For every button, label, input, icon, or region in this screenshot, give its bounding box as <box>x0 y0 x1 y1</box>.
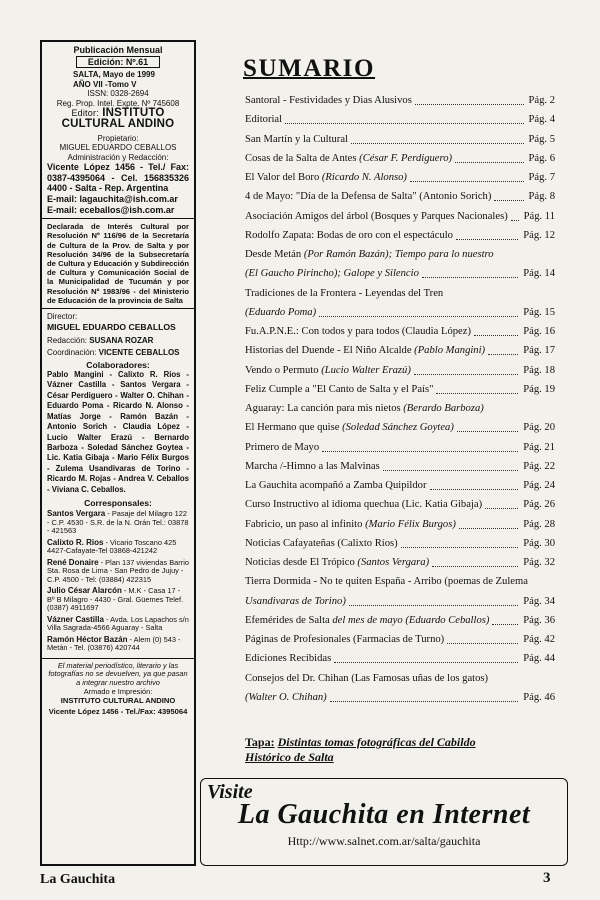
email-line-1 <box>47 194 189 205</box>
toc-entry <box>245 538 555 557</box>
toc-entry-text: Páginas de Profesionales (Farmacias de Turno) <box>245 634 445 645</box>
toc-entry-title <box>245 673 488 684</box>
toc-page-number: Pág. 20 <box>523 422 555 434</box>
corresponsal-entry <box>47 559 189 585</box>
toc-page-number: Pág. 21 <box>523 441 555 453</box>
toc-leader-dots <box>410 172 524 182</box>
toc-page-number: Pág. 32 <box>523 557 555 568</box>
toc-entry-title <box>245 172 407 184</box>
corresponsal-detail: - Pasaje del Milagro 122 - C.P. 4530 - S.R. de la N. Orán Tel.: 03878 - 421563 <box>47 509 189 536</box>
toc-leader-dots <box>474 326 518 336</box>
toc-entry-author: (Mario Félix Burgos) <box>365 518 456 530</box>
toc-entry-title <box>245 384 433 396</box>
toc-page-number: Pág. 19 <box>523 383 555 395</box>
editor-label: Editor: <box>71 108 99 119</box>
toc-entry-text: El Hermano que quise <box>245 422 340 434</box>
toc-page-number: Pág. 22 <box>523 460 555 472</box>
toc-leader-dots <box>492 615 518 625</box>
toc-page-number: Pág. 7 <box>528 172 555 183</box>
toc-entry-title <box>245 211 508 223</box>
coordinacion-label: Coordinación: <box>47 348 97 358</box>
toc-entry <box>245 576 555 615</box>
toc-entry-text: Primero de Mayo <box>245 441 320 453</box>
toc-entry <box>245 384 555 403</box>
toc-entry <box>245 615 555 634</box>
website-banner <box>200 778 568 866</box>
coordinacion-line <box>47 348 189 357</box>
toc-entry-title <box>245 249 494 260</box>
coordinacion: VICENTE CEBALLOS <box>98 348 180 358</box>
corresponsal-name: Julio César Alarcón <box>47 586 122 596</box>
director: MIGUEL EDUARDO CEBALLOS <box>47 322 176 333</box>
website-title: La Gauchita en Internet <box>237 799 531 830</box>
toc-entry-title <box>245 230 453 242</box>
admin-label: Administración y Redacción: <box>67 152 169 162</box>
toc-entry-text: Aguaray: La canción para mis nietos <box>245 403 401 414</box>
toc-entry <box>245 422 555 441</box>
corresponsal-entry <box>47 510 189 536</box>
toc-entry-title <box>245 499 482 511</box>
toc-entry-continuation: Usandivaras de Torino) <box>245 595 346 607</box>
cover-description-1: Distintas tomas fotográficas del Cabildo <box>277 735 476 749</box>
toc-page-number: Pág. 28 <box>523 518 555 530</box>
toc-leader-dots <box>456 230 518 240</box>
toc-entry-author: (Pablo Mangini) <box>414 345 486 357</box>
toc-entry-text: Noticias desde El Trópico <box>245 557 355 568</box>
edition-number: Edición: Nº.61 <box>76 56 160 68</box>
toc-entry-continuation: (Eduardo Poma) <box>245 306 317 318</box>
table-of-contents <box>245 95 555 711</box>
toc-page-number: Pág. 44 <box>523 653 555 665</box>
divider <box>42 218 194 219</box>
toc-leader-dots <box>430 480 519 490</box>
toc-page-number: Pág. 14 <box>523 268 555 280</box>
toc-entry-text: Noticias Cafayateñas (Calixto Ríos) <box>245 537 398 549</box>
toc-page-number: Pág. 34 <box>523 595 555 607</box>
toc-entry-title <box>245 365 411 377</box>
toc-entry-text: Santoral - Festividades y Dias Alusivos <box>245 95 412 106</box>
email1-label: E-mail: <box>47 194 78 205</box>
toc-entry-title <box>245 461 380 473</box>
toc-entry-text: Fabricio, un paso al infinito <box>245 518 363 530</box>
toc-page-number: Pág. 36 <box>523 614 555 626</box>
toc-entry-text: Tradiciones de la Frontera - Leyendas del Tren <box>245 287 444 299</box>
cover-label: Tapa: <box>245 735 275 749</box>
toc-leader-dots <box>330 692 519 702</box>
toc-page-number: Pág. 46 <box>523 691 555 703</box>
toc-entry-title <box>245 153 452 165</box>
armado-label: Armado e Impresión: <box>83 687 153 697</box>
registration: Reg. Prop. Intel. Expte. Nº 745608 <box>56 98 180 108</box>
toc-leader-dots <box>457 422 518 432</box>
issue-date: SALTA, Mayo de 1999 <box>73 70 155 80</box>
toc-entry-text: La Gauchita acompañó a Zamba Quipildor <box>245 480 427 491</box>
issue-year: AÑO VII -Tomo V <box>73 79 137 89</box>
toc-entry <box>245 461 555 480</box>
toc-entry-text: El Valor del Boro <box>245 172 320 183</box>
corresponsal-detail: - Plan 137 viviendas Barrio Sta. Rosa de Lima - San Pedro de Jujuy - C.P. 4500 - Tel: (03884) 422315 <box>47 557 189 584</box>
toc-entry-title <box>245 114 282 126</box>
toc-leader-dots <box>455 153 523 163</box>
corresponsal-name: Santos Vergara <box>47 509 106 519</box>
toc-page-number: Pág. 16 <box>523 326 555 337</box>
toc-entry-text: Historias del Duende - El Niño Alcalde <box>245 345 412 357</box>
toc-entry-text: Tierra Dormida - No te quiten España - Arribo (poemas de Zulema <box>245 576 528 588</box>
toc-entry <box>245 365 555 384</box>
toc-leader-dots <box>432 557 518 567</box>
toc-entry-author: del mes de mayo (Eduardo Ceballos) <box>332 614 490 626</box>
website-url[interactable]: Http://www.salnet.com.ar/salta/gauchita <box>287 834 481 848</box>
toc-entry-title <box>245 95 412 107</box>
masthead-box <box>40 40 196 866</box>
toc-leader-dots <box>319 307 518 317</box>
toc-entry-text: Rodolfo Zapata: Bodas de oro con el espectáculo <box>245 229 453 241</box>
toc-entry <box>245 191 555 210</box>
toc-page-number: Pág. 24 <box>523 480 555 491</box>
toc-leader-dots <box>285 114 523 124</box>
divider <box>42 308 194 309</box>
toc-entry-text: Asociación Amigos del árbol (Bosques y Parques Nacionales) <box>245 210 508 222</box>
toc-entry-text: Efemérides de Salta <box>245 614 330 626</box>
toc-entry-title <box>245 576 528 587</box>
toc-page-number: Pág. 15 <box>523 306 555 318</box>
armado: INSTITUTO CULTURAL ANDINO <box>60 696 176 706</box>
toc-entry <box>245 211 555 230</box>
corresponsal-name: René Donaire <box>47 557 99 567</box>
redaccion: SUSANA ROZAR <box>89 335 154 345</box>
toc-page-number: Pág. 12 <box>523 229 555 241</box>
corresponsal-name: Vázner Castilla <box>47 614 104 624</box>
toc-leader-dots <box>322 442 518 452</box>
toc-page-number: Pág. 17 <box>523 345 555 357</box>
corresponsales-label: Corresponsales: <box>84 497 152 508</box>
toc-entry-continuation: (El Gaucho Pirincho); Galope y Silencio <box>245 268 419 280</box>
corresponsal-detail: - M.K - Casa 17 - Bº B Milagro - 4430 - Gral. Güemes Telef. (0387) 4911697 <box>47 586 184 613</box>
email2-link[interactable]: eceballos@ish.com.ar <box>79 204 175 215</box>
toc-entry-text: Desde Metán <box>245 249 302 260</box>
toc-page-number: Pág. 18 <box>523 364 555 376</box>
toc-leader-dots <box>494 191 523 201</box>
toc-page-number: Pág. 30 <box>523 537 555 549</box>
toc-entry <box>245 288 555 327</box>
toc-entry-title <box>245 557 429 569</box>
toc-entry-text: Vendo o Permuto <box>245 364 319 376</box>
toc-entry <box>245 557 555 576</box>
toc-entry-text: Editorial <box>245 114 283 126</box>
toc-entry-title <box>245 615 489 627</box>
toc-leader-dots <box>349 596 518 606</box>
toc-entry <box>245 442 555 461</box>
toc-page-number: Pág. 26 <box>523 499 555 511</box>
toc-entry-title <box>245 326 471 338</box>
editorial-note: El material periodístico, literario y las fotografías no se devuelven, ya que pasan a integrar nuestro archivo <box>48 660 188 687</box>
corresponsal-entry <box>47 636 189 653</box>
toc-entry-title <box>245 519 456 531</box>
toc-leader-dots <box>436 384 518 394</box>
toc-entry-author: (Ricardo N. Alonso) <box>321 172 407 183</box>
toc-entry-author: (Berardo Barboza) <box>403 403 484 414</box>
toc-entry-author: (Lucio Walter Erazú) <box>321 364 411 376</box>
toc-entry <box>245 634 555 653</box>
toc-entry <box>245 673 555 712</box>
toc-leader-dots <box>383 461 518 471</box>
toc-page-number: Pág. 42 <box>523 634 555 645</box>
toc-leader-dots <box>511 211 519 221</box>
toc-entry <box>245 653 555 672</box>
footer-magazine-name: La Gauchita <box>40 872 116 887</box>
corresponsal-name: Calixto R. Rios <box>47 537 104 547</box>
cover-caption <box>245 735 545 765</box>
toc-page-number: Pág. 6 <box>528 152 555 164</box>
toc-leader-dots <box>488 345 518 355</box>
toc-entry-text: Fu.A.P.N.E.: Con todos y para todos (Claudia López) <box>245 326 471 337</box>
toc-entry-title <box>245 634 444 646</box>
corresponsal-name: Ramón Héctor Bazán <box>47 634 128 644</box>
toc-entry-text: Cosas de la Salta de Antes <box>245 152 357 164</box>
colaboradores: Pablo Mangini - Calixto R. Rios - Vázner Castilla - Santos Vergara - César Perdiguero - Walter O. Chihan - Eduardo Poma - Ricardo N. Alonso - Matías Jorge - Ramón Bazán - Antonio Sorich - Claudia López - Lucio Walter Erazú - Bernardo Barboza - Soledad Sánchez Goytea - Lic. Katia Gibaja - Mario Félix Burgos - Zulema Usandivaras de Torino - Ricardo M. Rojas - Andrea V. Ceballos - Viviana C. Ceballos. <box>47 370 189 494</box>
corresponsal-detail: - Vicario Toscano 425 4427-Cafayate-Tel 03868-421242 <box>47 537 177 556</box>
toc-entry-text: Marcha /-Himno a las Malvinas <box>245 460 380 472</box>
toc-page-number: Pág. 2 <box>528 95 555 106</box>
page-number: 3 <box>543 870 551 886</box>
toc-entry <box>245 153 555 172</box>
toc-page-number: Pág. 11 <box>523 210 555 222</box>
toc-entry-title <box>245 422 454 434</box>
toc-entry-author: (César F. Perdiguero) <box>359 152 453 164</box>
editor-name-1: INSTITUTO <box>102 107 165 120</box>
toc-entry <box>245 230 555 249</box>
corresponsales-list <box>47 510 189 653</box>
toc-leader-dots <box>422 268 518 278</box>
visit-text: Visite <box>207 781 253 803</box>
issn: ISSN: 0328-2694 <box>87 89 149 99</box>
toc-entry-title <box>245 538 398 550</box>
toc-entry-title <box>245 403 484 415</box>
toc-entry <box>245 172 555 191</box>
toc-entry-title <box>245 191 491 203</box>
redaccion-label: Redacción: <box>47 335 88 345</box>
admin-address: Vicente López 1456 - Tel./ Fax: 0387-4395064 - Cel. 156835326 4400 - Salta - Rep. Argentina <box>47 162 189 194</box>
email-line-2 <box>47 205 189 216</box>
corresponsal-detail: - Alem (0) 543 - Metán - Tel. (03876) 420744 <box>47 634 181 653</box>
toc-entry-continuation: (Walter O. Chihan) <box>245 691 327 703</box>
toc-entry-text: Ediciones Recibidas <box>245 653 332 665</box>
toc-entry-title <box>245 288 443 299</box>
toc-entry-text: Curso Instructivo al idioma quechua (Lic. Katia Gibaja) <box>245 499 483 511</box>
toc-leader-dots <box>401 538 519 548</box>
toc-entry <box>245 499 555 518</box>
publication-frequency: Publicación Mensual <box>73 45 163 55</box>
colaboradores-label: Colaboradores: <box>86 359 150 370</box>
toc-entry <box>245 326 555 345</box>
redaccion-line <box>47 336 189 345</box>
toc-entry-text: Feliz Cumple a "El Canto de Salta y el País" <box>245 383 434 395</box>
toc-leader-dots <box>334 653 518 663</box>
toc-entry <box>245 95 555 114</box>
email2-label: E-mail: <box>47 204 78 215</box>
toc-page-number: Pág. 5 <box>528 133 555 145</box>
editor-block <box>47 108 189 130</box>
toc-leader-dots <box>485 499 518 509</box>
corresponsal-entry <box>47 539 189 556</box>
toc-entry-author: (Soledad Sánchez Goytea) <box>342 422 454 434</box>
toc-entry <box>245 249 555 288</box>
toc-entry-title <box>245 345 485 357</box>
toc-leader-dots <box>414 365 518 375</box>
toc-entry <box>245 403 555 422</box>
corresponsal-entry <box>47 587 189 613</box>
corresponsal-detail: - Avda. Los Lapachos s/n Villa Sagrada-4566 Aguaray - Salta <box>47 614 189 633</box>
toc-leader-dots <box>415 95 524 105</box>
propietario: MIGUEL EDUARDO CEBALLOS <box>59 143 177 153</box>
toc-page-number: Pág. 8 <box>528 191 555 203</box>
declaracion: Declarada de Interés Cultural por Resolución Nº 116/96 de la Secretaría de Cultura de la Prov. de Salta y por Resolución 34/96 de la Subsecretaría de Cultura y Educación y Subdirección de Cultura y Comunicación Social de la Municipalidad de Tucumán y por Resolución Nº 1983/96 - del Ministerio de Educación de la provincia de Salta <box>47 222 189 305</box>
toc-entry-text: Consejos del Dr. Chihan (Las Famosas uñas de los gatos) <box>245 672 489 684</box>
toc-leader-dots <box>459 519 518 529</box>
toc-page-number: Pág. 4 <box>528 114 555 126</box>
toc-entry-title <box>245 134 348 146</box>
divider <box>42 658 194 659</box>
sumario-title: SUMARIO <box>243 55 376 82</box>
toc-leader-dots <box>447 634 518 644</box>
director-label: Director: <box>47 312 78 322</box>
toc-entry-author: (Santos Vergara) <box>357 557 430 568</box>
cover-description-2: Histórico de Salta <box>245 750 334 764</box>
toc-entry-text: San Martín y la Cultural <box>245 133 348 145</box>
toc-entry <box>245 345 555 364</box>
toc-entry-title <box>245 442 319 454</box>
toc-entry <box>245 114 555 133</box>
toc-entry-title <box>245 480 427 492</box>
editor-name-2: CULTURAL ANDINO <box>61 118 175 131</box>
toc-leader-dots <box>351 134 524 144</box>
toc-entry-text: 4 de Mayo: "Día de la Defensa de Salta" (Antonio Sorich) <box>245 191 492 203</box>
toc-entry <box>245 134 555 153</box>
toc-entry <box>245 480 555 499</box>
propietario-label: Propietario: <box>97 134 139 144</box>
toc-entry-author: (Por Ramón Bazán); Tiempo para lo nuestro <box>303 249 494 260</box>
toc-entry-title <box>245 653 331 665</box>
corresponsal-entry <box>47 616 189 633</box>
toc-entry <box>245 519 555 538</box>
armado-address: Vicente López 1456 - Tel./Fax: 4395064 <box>48 707 188 717</box>
email1-link[interactable]: lagauchita@ish.com.ar <box>79 194 178 205</box>
